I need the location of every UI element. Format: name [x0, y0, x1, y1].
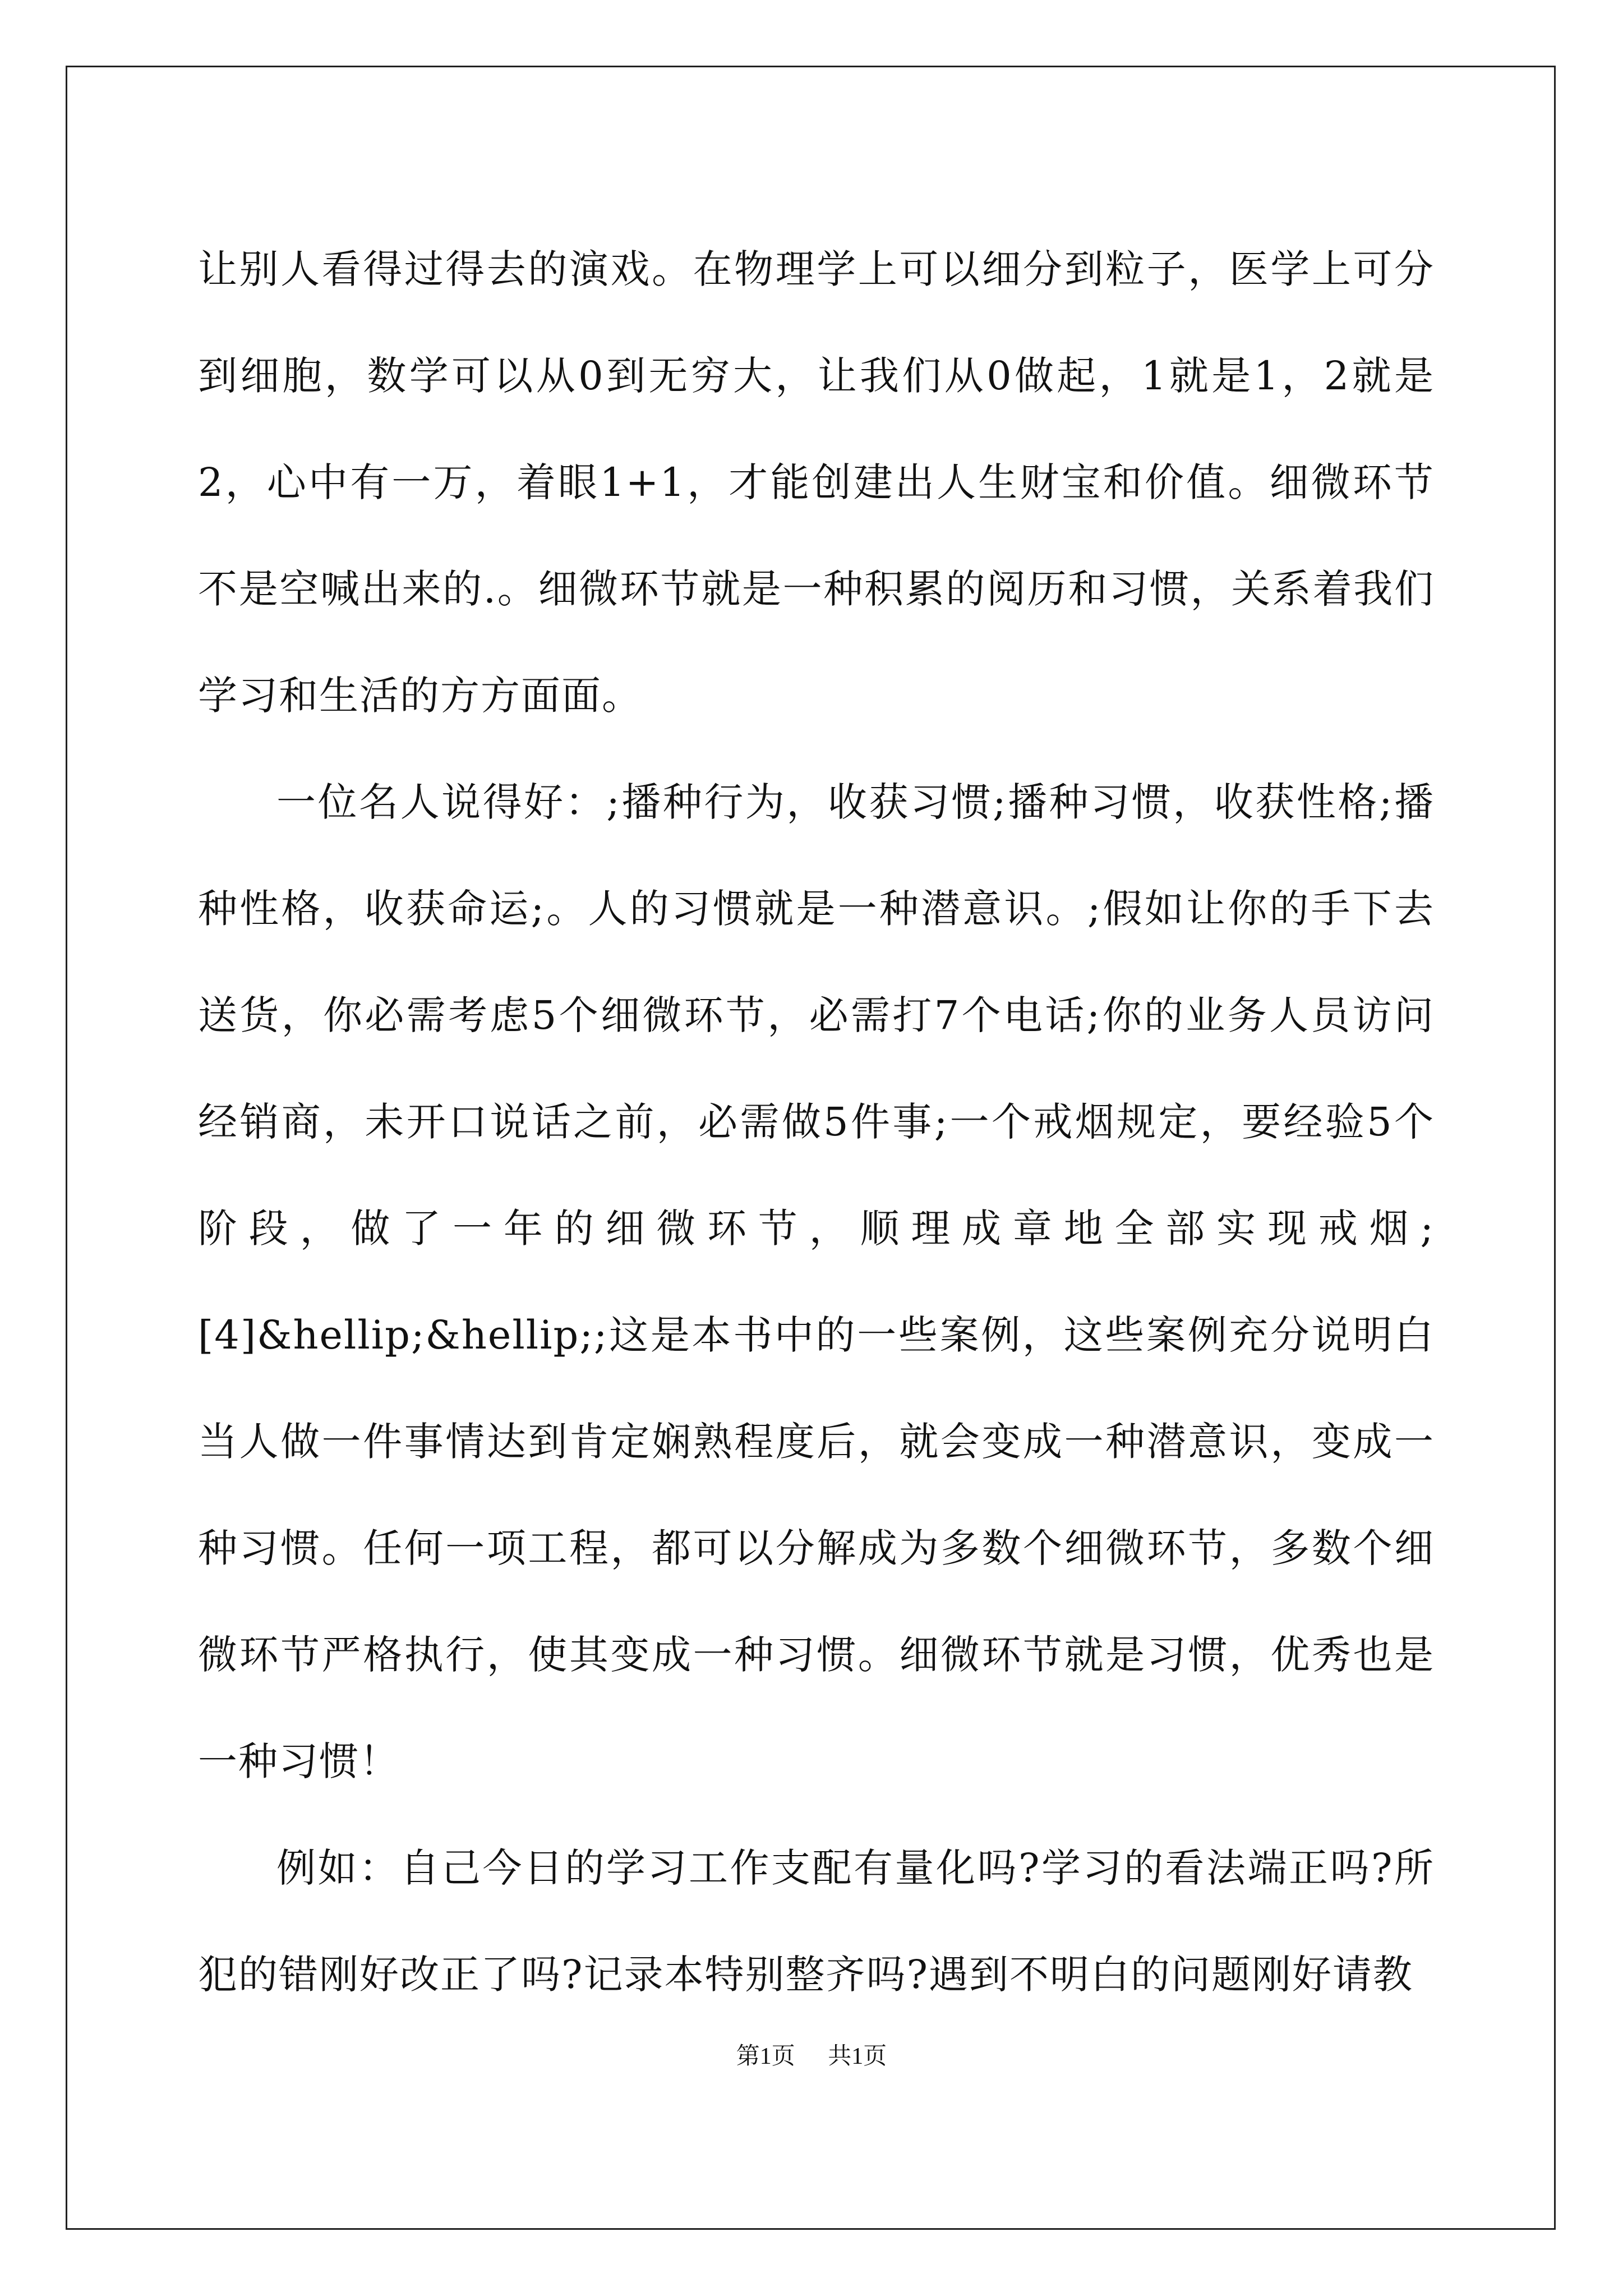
paragraph-3: 例如：自己今日的学习工作支配有量化吗?学习的看法端正吗?所犯的错刚好改正了吗?记录本特别整齐吗?遇到不明白的问题刚好请教 — [198, 1845, 1435, 1998]
page-footer — [0, 2037, 1623, 2071]
paragraph-1: 让别人看得过得去的演戏。在物理学上可以细分到粒子，医学上可分到细胞，数学可以从0到无穷大，让我们从0做起，1就是1，2就是2，心中有一万，着眼1+1，才能创建出人生财宝和价值。细微环节不是空喊出来的.。细微环节就是一种积累的阅历和习惯，关系着我们学习和生活的方方面面。 — [198, 246, 1435, 719]
page-total: 共1页 — [828, 2044, 887, 2069]
page-number: 第1页 — [736, 2044, 795, 2069]
paragraph-2: 一位名人说得好：;播种行为，收获习惯;播种习惯，收获性格;播种性格，收获命运;。人的习惯就是一种潜意识。;假如让你的手下去送货，你必需考虑5个细微环节，必需打7个电话;你的业务人员访问经销商，未开口说话之前，必需做5件事;一个戒烟规定，要经验5个阶段，做了一年的细微环节，顺理成章地全部实现戒烟;[4]&hellip;&hellip;;这是本书中的一些案例，这些案例充分说明白当人做一件事情达到肯定娴熟程度后，就会变成一种潜意识，变成一种习惯。任何一项工程，都可以分解成为多数个细微环节，多数个细微环节严格执行，使其变成一种习惯。细微环节就是习惯，优秀也是一种习惯！ — [198, 779, 1435, 1784]
document-body — [198, 216, 1435, 2028]
